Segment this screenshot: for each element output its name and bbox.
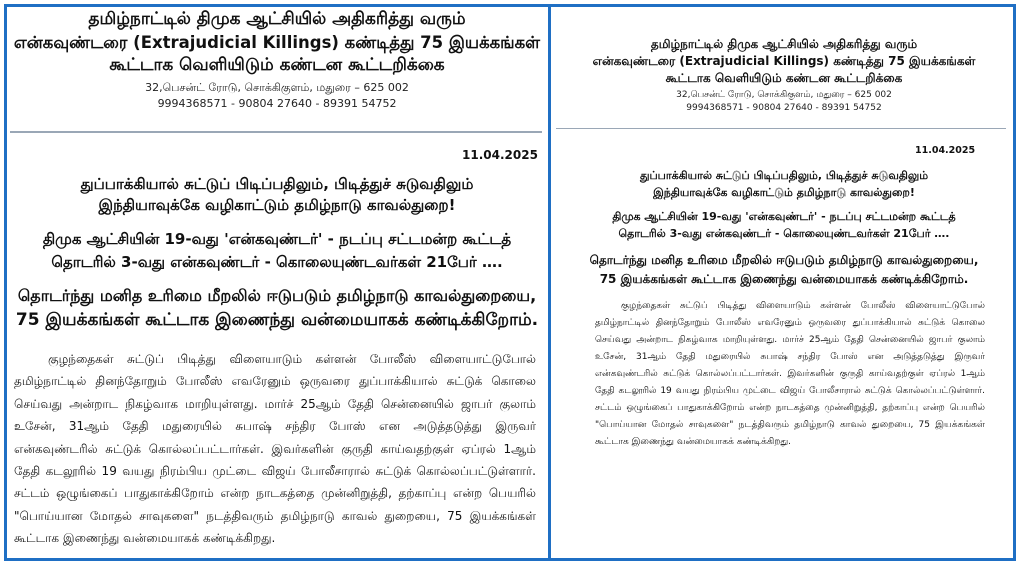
letterhead-phones: 9994368571 - 90804 27640 - 89391 54752 <box>157 97 397 110</box>
heading-3-line-1: தொடர்ந்து மனித உரிமை மீறலில் ஈடுபடும் தமிழ்நாடு காவல்துறையை, <box>17 286 537 305</box>
statement-body <box>595 298 985 451</box>
letterhead-address: 32,பெசன்ட் ரோடு, சொக்கிகுளம், மதுரை – 625 002 <box>676 90 892 100</box>
letterhead <box>12 8 542 111</box>
statement-body <box>14 348 536 550</box>
panel-divider <box>548 4 551 561</box>
letterhead-rule <box>10 131 542 133</box>
letterhead-title-line-1: தமிழ்நாட்டில் திமுக ஆட்சியில் அதிகரித்து வரும் <box>88 9 466 29</box>
heading-2-line-2: தொடரில் 3-வது என்கவுண்டர் - கொலையுண்டவர்கள் 21பேர் …. <box>51 253 503 271</box>
heading-1-line-2: இந்தியாவுக்கே வழிகாட்டும் தமிழ்நாடு காவல்துறை! <box>98 196 456 214</box>
statement-date: 11.04.2025 <box>915 145 976 156</box>
heading-1 <box>556 167 1012 201</box>
letterhead <box>556 36 1012 114</box>
heading-2-line-1: திமுக ஆட்சியின் 19-வது 'என்கவுண்டர்' - நடப்பு சட்டமன்ற கூட்டத் <box>42 230 512 248</box>
heading-3-line-2: 75 இயக்கங்கள் கூட்டாக இணைந்து வன்மையாகக் கண்டிக்கிறோம். <box>15 310 539 330</box>
heading-1 <box>12 174 542 216</box>
statement-body-text: குழந்தைகள் சுட்டுப் பிடித்து விளையாடும் கள்ளன் போலீஸ் விளையாட்டுபோல் தமிழ்நாட்டில் தினந்தோறும் போலீஸ் எவரேனும் ஒருவரை துப்பாக்கியால் சுட்டுக் கொலை செய்வது அன்றாட நிகழ்வாக மாறியுள்ளது. மார்ச் 25ஆம் தேதி சென்னையில் ஜாபர் குலாம் உசேன், 31ஆம் தேதி மதுரையில் சுபாஷ் சந்திர போஸ் என அடுத்தடுத்து இருவர் என்கவுண்டரில் சுட்டுக் கொல்லப்பட்டார்கள். இவர்களின் குருதி காய்வதற்குள் ஏப்ரல் 1ஆம் தேதி கடலூரில் 19 வயது நிரம்பிய முட்டை விஜய் போலீசாரால் சுட்டுக் கொல்லப்பட்டுள்ளார். சட்டம் ஒழுங்கைப் பாதுகாக்கிறோம் என்ற நாடகத்தை முன்னிறுத்தி, தற்காப்பு என்ற பெயரில் "பொய்யான மோதல் சாவுகளை" நடத்திவரும் தமிழ்நாடு காவல் துறையை, 75 இயக்கங்கள் கூட்டாக இணைந்து வன்மையாகக் கண்டிக்கிறது. <box>595 301 985 447</box>
heading-3 <box>556 251 1012 289</box>
heading-3-line-1: தொடர்ந்து மனித உரிமை மீறலில் ஈடுபடும் தமிழ்நாடு காவல்துறையை, <box>589 253 979 267</box>
heading-2-line-1: திமுக ஆட்சியின் 19-வது 'என்கவுண்டர்' - நடப்பு சட்டமன்ற கூட்டத் <box>612 210 956 223</box>
heading-3 <box>12 283 542 333</box>
heading-3-line-2: 75 இயக்கங்கள் கூட்டாக இணைந்து வன்மையாகக் கண்டிக்கிறோம். <box>599 272 969 286</box>
heading-1-line-1: துப்பாக்கியால் சுட்டுப் பிடிப்பதிலும், பிடித்துச் சுடுவதிலும் <box>80 175 474 193</box>
heading-1-line-1: துப்பாக்கியால் சுட்டுப் பிடிப்பதிலும், பிடித்துச் சுடுவதிலும் <box>639 169 929 182</box>
heading-2 <box>12 228 542 274</box>
letterhead-title-line-2: என்கவுண்டரை (Extrajudicial Killings) கண்டித்து 75 இயக்கங்கள் <box>13 33 541 52</box>
statement-body-text: குழந்தைகள் சுட்டுப் பிடித்து விளையாடும் கள்ளன் போலீஸ் விளையாட்டுபோல் தமிழ்நாட்டில் தினந்தோறும் போலீஸ் எவரேனும் ஒருவரை துப்பாக்கியால் சுட்டுக் கொலை செய்வது அன்றாட நிகழ்வாக மாறியுள்ளது. மார்ச் 25ஆம் தேதி சென்னையில் ஜாபர் குலாம் உசேன், 31ஆம் தேதி மதுரையில் சுபாஷ் சந்திர போஸ் என அடுத்தடுத்து இருவர் என்கவுண்டரில் சுட்டுக் கொல்லப்பட்டார்கள். இவர்களின் குருதி காய்வதற்குள் ஏப்ரல் 1ஆம் தேதி கடலூரில் 19 வயது நிரம்பிய முட்டை விஜய் போலீசாரால் சுட்டுக் கொல்லப்பட்டுள்ளார். சட்டம் ஒழுங்கைப் பாதுகாக்கிறோம் என்ற நாடகத்தை முன்னிறுத்தி, தற்காப்பு என்ற பெயரில் "பொய்யான மோதல் சாவுகளை" நடத்திவரும் தமிழ்நாடு காவல் துறையை, 75 இயக்கங்கள் கூட்டாக இணைந்து வன்மையாகக் கண்டிக்கிறது. <box>14 352 536 546</box>
statement-date: 11.04.2025 <box>462 148 538 162</box>
letterhead-rule <box>556 128 1006 129</box>
letterhead-title-line-1: தமிழ்நாட்டில் திமுக ஆட்சியில் அதிகரித்து வரும் <box>650 37 918 51</box>
letterhead-title-line-3: கூட்டாக வெளியிடும் கண்டன கூட்டறிக்கை <box>109 55 445 75</box>
heading-2 <box>556 208 1012 242</box>
letterhead-address: 32,பெசன்ட் ரோடு, சொக்கிகுளம், மதுரை – 625 002 <box>145 81 409 94</box>
letterhead-title-line-3: கூட்டாக வெளியிடும் கண்டன கூட்டறிக்கை <box>665 71 903 85</box>
letterhead-phones: 9994368571 - 90804 27640 - 89391 54752 <box>686 103 882 113</box>
heading-1-line-2: இந்தியாவுக்கே வழிகாட்டும் தமிழ்நாடு காவல்துறை! <box>653 186 915 199</box>
letterhead-title-line-2: என்கவுண்டரை (Extrajudicial Killings) கண்டித்து 75 இயக்கங்கள் <box>592 54 976 68</box>
heading-2-line-2: தொடரில் 3-வது என்கவுண்டர் - கொலையுண்டவர்கள் 21பேர் …. <box>618 227 950 240</box>
